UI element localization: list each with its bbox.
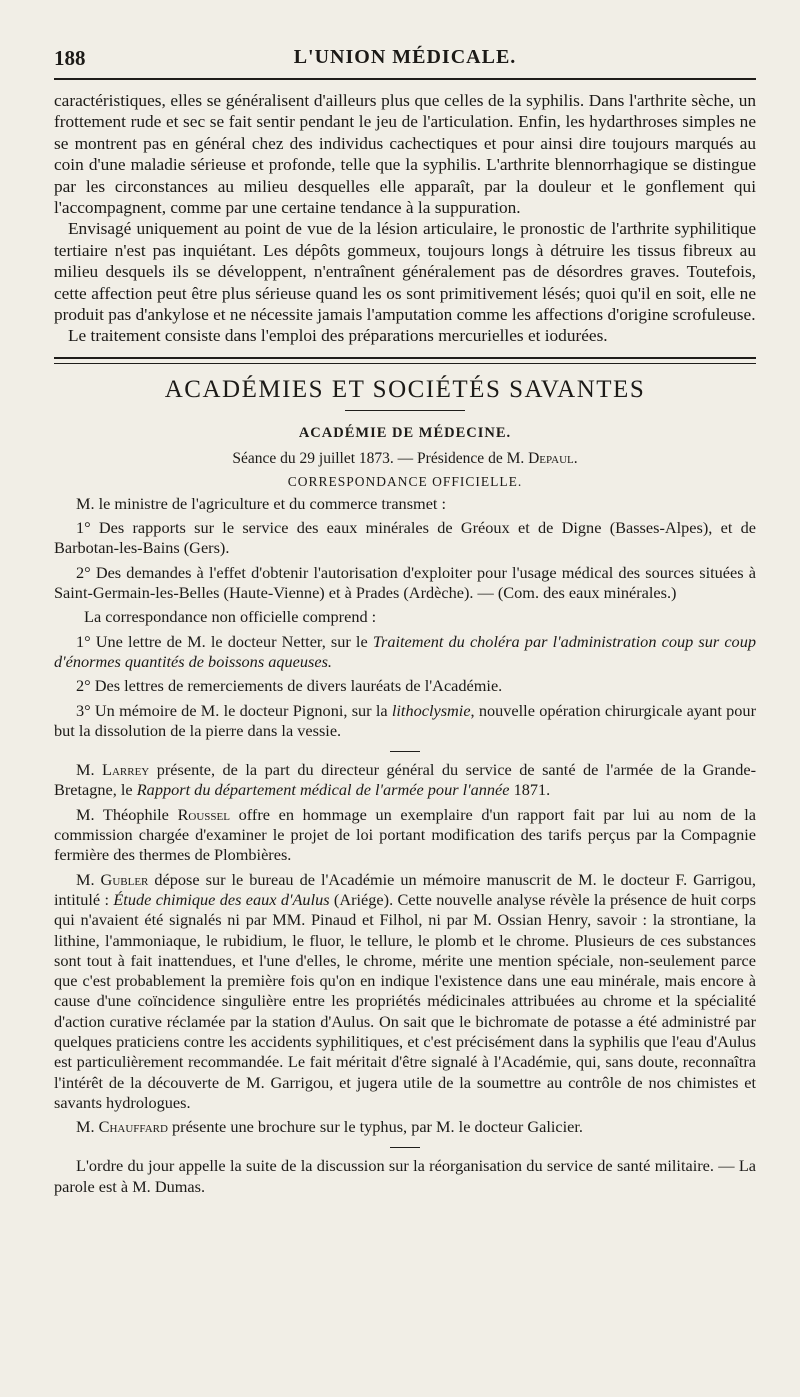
official-intro: M. le ministre de l'agriculture et du commerce transmet : [76,493,447,513]
title-rule [345,410,465,411]
official-item: 2° Des demandes à l'effet d'obtenir l'autorisation d'exploiter pour l'usage médical des sources situées à Saint-Germain-les-Belles (Haute-Vienne) et à Prades (Ardèche). — (Com. des eaux minérales.) [54,562,756,603]
unofficial-item: 3° Un mémoire de M. le docteur Pignoni, sur la lithoclysmie, nouvelle opération chirurgicale ayant pour but la dissolution de la pierre dans la vessie. [54,700,756,740]
separator-dash [390,751,420,752]
correspondence-title: CORRESPONDANCE OFFICIELLE. [287,473,523,489]
session-line [54,450,756,468]
journal-title: L'UNION MÉDICALE. [293,46,517,68]
unofficial-item: 1° Une lettre de M. le docteur Netter, sur le Traitement du choléra par l'administration coup sur coup d'énormes quantités de boissons aqueuses. [54,631,756,671]
presentation-larrey: M. Larrey présente, de la part du directeur général du service de santé de l'armée de la Grande-Bretagne, le Rapport du département médical de l'armée pour l'année 1871. [54,760,757,800]
order-of-day: L'ordre du jour appelle la suite de la discussion sur la réorganisation du service de santé militaire. — La parole est à M. Dumas. [54,1156,756,1196]
presentation-chauffard: M. Chauffard présente une brochure sur le typhus, par M. le docteur Galicier. [76,1117,583,1137]
unofficial-intro: La correspondance non officielle comprend : [84,607,377,627]
section-divider [54,357,756,364]
presentation-roussel: M. Théophile Roussel offre en hommage un exemplaire d'un rapport fait par lui au nom de la commission chargée d'examiner le projet de loi portant modification des tarifs perçus par la Compagnie fermière des thermes de Plombières. [54,804,757,865]
proceedings [54,494,756,1197]
unofficial-item: 2° Des lettres de remerciements de divers lauréats de l'Académie. [76,676,503,696]
paragraph: Le traitement consiste dans l'emploi des préparations mercurielles et iodurées. [68,326,608,346]
page-number: 188 [54,46,86,70]
paragraph: Envisagé uniquement au point de vue de la lésion articulaire, le pronostic de l'arthrite syphilitique tertiaire n'est pas inquiétant. Les dépôts gommeux, toujours longs à détruire les tissus fibreux au milieu desquels ils se développent, n'entraînent généralement pas de désordres graves. Toutefois, cette affection peut être plus sérieuse quand les os sont primitivement lésés; quoi qu'il en soit, elle ne produit pas d'ankylose et ne nécessite jamais l'amputation comme les affections d'origine scrofuleuse. [54,219,756,325]
section-title: ACADÉMIES ET SOCIÉTÉS SAVANTES [164,375,646,403]
separator-dash [390,1147,420,1148]
running-head [54,44,756,80]
session-president: Depaul. [528,449,578,467]
presentation-gubler: M. Gubler dépose sur le bureau de l'Académie un mémoire manuscrit de M. le docteur F. Garrigou, intitulé : Étude chimique des eaux d'Aulus (Ariége). Cette nouvelle analyse révèle la présence de huit corps qui n'avaient été signalés ni par MM. Pinaud et Filhol, ni par M. Ossian Henry, savoir : la strontiane, la lithine, l'ammoniaque, le rubidium, le fluor, le tellure, le plomb et le chrome. Plusieurs de ces substances sont tout à fait inattendues, et l'une d'elles, le chrome, mérite une mention spéciale, non-seulement parce que c'est probablement la première fois qu'on en indique l'existence dans une eau minérale, mais encore à cause d'une coïncidence singulière entre les propriétés médicinales attribuées au chrome et la spécialité d'action curative réclamée par la station d'Aulus. On sait que le bichromate de potasse a été administré par quelques praticiens contre les accidents syphilitiques, et c'est précisément dans la syphilis que l'eau d'Aulus est particulièrement recommandée. Le fait méritait d'être signalé à l'Académie, qui, sans doute, reconnaîtra l'intérêt de la découverte de M. Garrigou, et jugera utile de la soumettre au contrôle de nos chimistes et savants hydrologues. [54,869,756,1112]
article-continuation [54,90,756,347]
subsection-title: ACADÉMIE DE MÉDECINE. [298,424,512,441]
official-item: 1° Des rapports sur le service des eaux minérales de Gréoux et de Digne (Basses-Alpes), et de Barbotan-les-Bains (Gers). [54,518,756,558]
session-prefix: Séance du 29 juillet 1873. — Présidence de M. [232,449,525,467]
paragraph: caractéristiques, elles se généralisent d'ailleurs plus que celles de la syphilis. Dans l'arthrite sèche, un frottement rude et sec se fait sentir pendant le jeu de l'articulation. Enfin, les hydarthroses simples ne se montrent pas en général chez des individus cachectiques et pour ainsi dire toujours marqués au coin d'une maladie sérieuse et profonde, telle que la syphilis. L'arthrite blennorrhagique se distingue par les circonstances au milieu desquelles elle apparaît, par la douleur et le gonflement qui l'accompagnent, comme par une certaine tendance à la suppuration. [54,91,756,218]
